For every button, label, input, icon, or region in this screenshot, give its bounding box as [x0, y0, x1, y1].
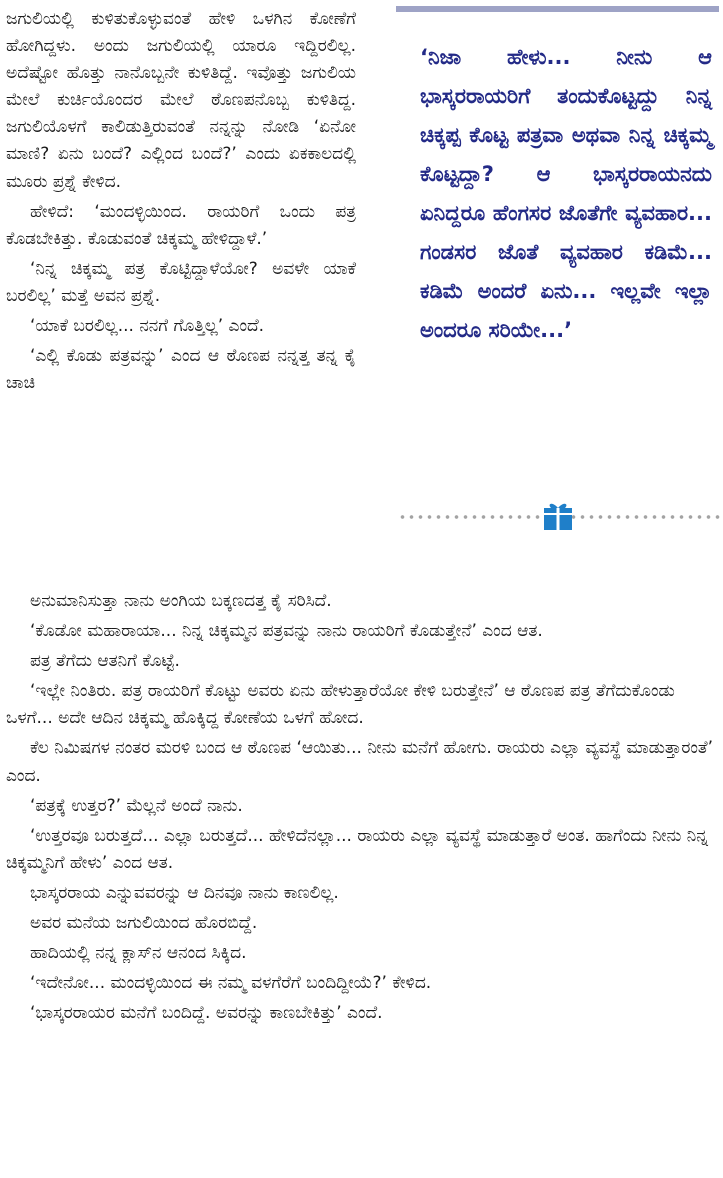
story-paragraph: ಜಗುಲಿಯಲ್ಲಿ ಕುಳಿತುಕೊಳ್ಳುವಂತೆ ಹೇಳಿ ಒಳಗಿನ ಕೋಣೆಗೆ ಹೋಗಿದ್ದಳು. ಅಂದು ಜಗುಲಿಯಲ್ಲಿ ಯಾರೂ ಇದ್ದಿರಲಿಲ್ಲ. ಅದೆಷ್ಟೋ ಹೊತ್ತು ನಾನೊಬ್ಬನೇ ಕುಳಿತಿದ್ದೆ. ಇವೊತ್ತು ಜಗುಲಿಯ ಮೇಲೆ ಕುರ್ಚಿಯೊಂದರ ಮೇಲೆ ಠೊಣಪನೊಬ್ಬ ಕುಳಿತಿದ್ದ. ಜಗುಲಿಯೊಳಗೆ ಕಾಲಿಡುತ್ತಿರುವಂತೆ ನನ್ನನ್ನು ನೋಡಿ ‘ಏನೋ ಮಾಣಿ? ಏನು ಬಂದೆ? ಎಲ್ಲಿಂದ ಬಂದೆ?’ ಎಂದು ಏಕಕಾಲದಲ್ಲಿ ಮೂರು ಪ್ರಶ್ನೆ ಕೇಳಿದ.: [6, 9, 356, 192]
story-paragraph: ‘ಇದೇನೋ... ಮಂದಳ್ಳಿಯಿಂದ ಈ ನಮ್ಮ ವಳಗೆರೆಗೆ ಬಂದಿದ್ದೀಯೆ?’ ಕೇಳಿದ.: [30, 973, 432, 994]
story-paragraph: ‘ಇಲ್ಲೇ ನಿಂತಿರು. ಪತ್ರ ರಾಯರಿಗೆ ಕೊಟ್ಟು ಅವರು ಏನು ಹೇಳುತ್ತಾರೆಯೋ ಕೇಳಿ ಬರುತ್ತೇನೆ’ ಆ ಠೊಣಪ ಪತ್ರ ತೆಗೆದುಕೊಂಡು ಒಳಗೆ... ಅದೇ ಆದಿನ ಚಿಕ್ಕಮ್ಮ ಹೊಕ್ಕಿದ್ದ ಕೋಣೆಯ ಒಳಗೆ ಹೋದ.: [6, 681, 675, 729]
pull-quote: ‘ನಿಜಾ ಹೇಳು... ನೀನು ಆ ಭಾಸ್ಕರರಾಯರಿಗೆ ತಂದುಕೊಟ್ಟದ್ದು ನಿನ್ನ ಚಿಕ್ಕಪ್ಪ ಕೊಟ್ಟ ಪತ್ರವಾ ಅಥವಾ ನಿನ್ನ ಚಿಕ್ಕಮ್ಮ ಕೊಟ್ಟದ್ದಾ? ಆ ಭಾಸ್ಕರರಾಯನದು ಏನಿದ್ದರೂ ಹೆಂಗಸರ ಜೊತೆಗೇ ವ್ಯವಹಾರ... ಗಂಡಸರ ಜೊತೆ ವ್ಯವಹಾರ ಕಡಿಮೆ... ಕಡಿಮೆ ಅಂದರೆ ಏನು... ಇಲ್ಲವೇ ಇಲ್ಲಾ ಅಂದರೂ ಸರಿಯೇ...’: [420, 45, 712, 342]
story-paragraph: ಅವರ ಮನೆಯ ಜಗುಲಿಯಿಂದ ಹೊರಬಿದ್ದೆ.: [30, 913, 258, 934]
gift-icon: [541, 498, 575, 532]
left-column: [6, 6, 356, 400]
full-width-text: [6, 588, 718, 1030]
story-paragraph: ‘ನಿನ್ನ ಚಿಕ್ಕಮ್ಮ ಪತ್ರ ಕೊಟ್ಟಿದ್ದಾಳೆಯೋ? ಅವಳೇ ಯಾಕೆ ಬರಲಿಲ್ಲ’ ಮತ್ತೆ ಅವನ ಪ್ರಶ್ನೆ.: [6, 258, 356, 306]
pull-quote-top-rule: [396, 6, 719, 12]
story-paragraph: ಅನುಮಾನಿಸುತ್ತಾ ನಾನು ಅಂಗಿಯ ಬಕ್ಕಣದತ್ತ ಕೈ ಸರಿಸಿದೆ.: [30, 591, 332, 611]
story-paragraph: ‘ಎಲ್ಲಿ ಕೊಡು ಪತ್ರವನ್ನು’ ಎಂದ ಆ ಠೊಣಪ ನನ್ನತ್ತ ತನ್ನ ಕೈ ಚಾಚಿ: [6, 346, 356, 394]
story-paragraph: ಹೇಳಿದೆ: ‘ಮಂದಳ್ಳಿಯಿಂದ. ರಾಯರಿಗೆ ಒಂದು ಪತ್ರ ಕೊಡಬೇಕಿತ್ತು. ಕೊಡುವಂತೆ ಚಿಕ್ಕಮ್ಮ ಹೇಳಿದ್ದಾಳೆ.’: [6, 201, 356, 249]
story-paragraph: ‘ಭಾಸ್ಕರರಾಯರ ಮನೆಗೆ ಬಂದಿದ್ದೆ. ಅವರನ್ನು ಕಾಣಬೇಕಿತ್ತು’ ಎಂದೆ.: [30, 1003, 383, 1024]
story-paragraph: ಭಾಸ್ಕರರಾಯ ಎನ್ನುವವರನ್ನು ಆ ದಿನವೂ ನಾನು ಕಾಣಲಿಲ್ಲ.: [30, 882, 339, 903]
story-paragraph: ‘ಯಾಕೆ ಬರಲಿಲ್ಲ... ನನಗೆ ಗೊತ್ತಿಲ್ಲ’ ಎಂದೆ.: [30, 316, 265, 337]
story-paragraph: ಹಾದಿಯಲ್ಲಿ ನನ್ನ ಕ್ಲಾಸ್‌ನ ಆನಂದ ಸಿಕ್ಕಿದ.: [30, 943, 247, 964]
story-paragraph: ‘ಕೊಡೋ ಮಹಾರಾಯಾ... ನಿನ್ನ ಚಿಕ್ಕಮ್ಮನ ಪತ್ರವನ್ನು ನಾನು ರಾಯರಿಗೆ ಕೊಡುತ್ತೇನೆ’ ಎಂದ ಆತ.: [30, 621, 543, 642]
story-paragraph: ‘ಪತ್ರಕ್ಕೆ ಉತ್ತರ?’ ಮೆಲ್ಲನೆ ಅಂದೆ ನಾನು.: [30, 795, 243, 816]
story-paragraph: ಪತ್ರ ತೆಗೆದು ಆತನಿಗೆ ಕೊಟ್ಟೆ.: [30, 651, 180, 672]
story-paragraph: ‘ಉತ್ತರವೂ ಬರುತ್ತದೆ... ಎಲ್ಲಾ ಬರುತ್ತದೆ... ಹೇಳಿದೆನಲ್ಲಾ... ರಾಯರು ಎಲ್ಲಾ ವ್ಯವಸ್ಥೆ ಮಾಡುತ್ತಾರೆ ಅಂತ. ಹಾಗೆಂದು ನೀನು ನಿನ್ನ ಚಿಕ್ಕಮ್ಮನಿಗೆ ಹೇಳು’ ಎಂದ ಆತ.: [6, 825, 708, 873]
story-paragraph: ಕೆಲ ನಿಮಿಷಗಳ ನಂತರ ಮರಳಿ ಬಂದ ಆ ಠೊಣಪ ‘ಆಯಿತು... ನೀನು ಮನೆಗೆ ಹೋಗು. ರಾಯರು ಎಲ್ಲಾ ವ್ಯವಸ್ಥೆ ಮಾಡುತ್ತಾರಂತೆ’ ಎಂದ.: [6, 738, 713, 786]
